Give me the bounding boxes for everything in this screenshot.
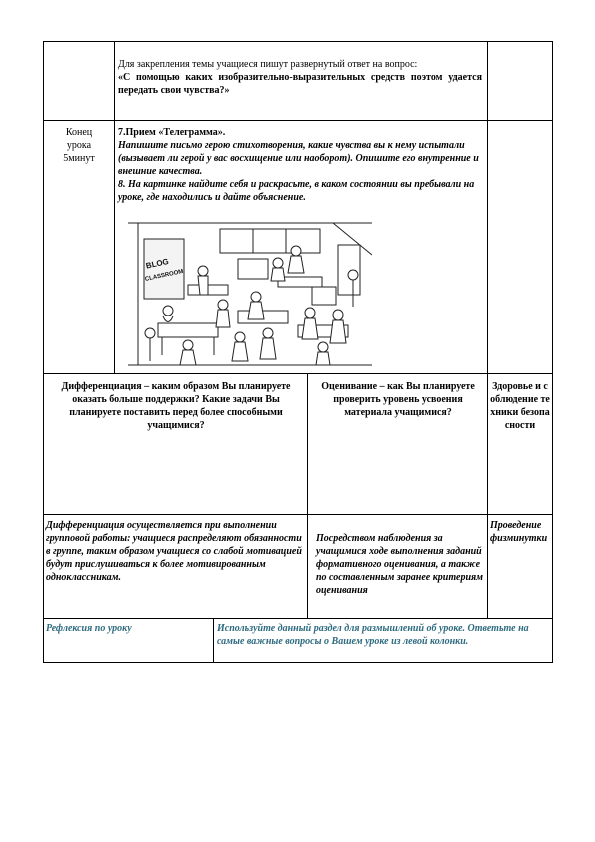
col-divider-assessment xyxy=(487,373,488,619)
stage-line-3: 5минут xyxy=(63,153,95,164)
reflection-label: Рефлексия по уроку xyxy=(46,623,132,634)
assessment-header: Оценивание – как Вы планируете проверить уровень усвоения материала учащимися? xyxy=(321,381,475,418)
technique-title: 7.Прием «Телеграмма». xyxy=(118,127,226,138)
svg-text:CLASSROOM: CLASSROOM xyxy=(144,268,184,283)
stage-line-1: Конец xyxy=(65,127,93,138)
task-7-text: Напишите письмо герою стихотворения, какие чувства вы к нему испытали (вызывает ли герой у вас восхищение или наоборот). Опишите его внутренние и внешние качества. xyxy=(118,140,479,177)
row1-content xyxy=(118,58,482,97)
col-divider-stage xyxy=(114,41,115,374)
table-border-left xyxy=(43,41,44,663)
stage-line-2: урока xyxy=(66,140,92,151)
consolidation-prompt: Для закрепления темы учащиеся пишут развернутый ответ на вопрос: xyxy=(118,59,418,70)
classroom-illustration xyxy=(128,215,372,372)
table-border-right xyxy=(552,41,553,663)
differentiation-text: Дифференциация осуществляется при выполнении групповой работы: учащиеся распределяют обязанности в группе, таким образом учащиеся со слабой мотивацией будут прислушиваться к более мотивированным одноклассникам. xyxy=(46,520,302,583)
differentiation-header: Дифференциация – каким образом Вы планируете оказать больше поддержки? Какие задачи Вы планируете поставить перед более способными учащимися? xyxy=(61,381,291,431)
assessment-text: Посредством наблюдения за учащимися ходе выполнения заданий формативного оценивания, а также по составленным заранее критериям оценивания xyxy=(316,533,484,596)
table-border-top xyxy=(43,41,553,42)
table-border-row3 xyxy=(43,514,553,515)
consolidation-question: «С помощью каких изобразительно-выразительных средств поэтом удается передать свои чувства?» xyxy=(118,72,482,96)
col-divider-differentiation xyxy=(307,373,308,619)
table-border-row4 xyxy=(43,618,553,619)
health-text: Проведение физминутки xyxy=(490,520,548,544)
reflection-text: Используйте данный раздел для размышлений об уроке. Ответьте на самые важные вопросы о Вашем уроке из левой колонки. xyxy=(217,623,529,647)
board-text: BLOG xyxy=(145,256,170,271)
task-8-text: 8. На картинке найдите себя и раскрасьте, в каком состоянии вы пребывали на уроке, где находились и дайте объяснение. xyxy=(118,179,475,203)
col-divider-resources xyxy=(487,41,488,374)
row2-content xyxy=(118,126,484,204)
lesson-stage-cell xyxy=(46,126,112,165)
health-safety-header: Здоровье и соблюдение техники безопасности xyxy=(490,381,550,431)
col-divider-reflection xyxy=(213,618,214,663)
table-border-row2 xyxy=(43,373,553,374)
table-border-bottom xyxy=(43,662,553,663)
classroom-illustration-icon xyxy=(128,215,372,372)
table-border-row1 xyxy=(43,120,553,121)
